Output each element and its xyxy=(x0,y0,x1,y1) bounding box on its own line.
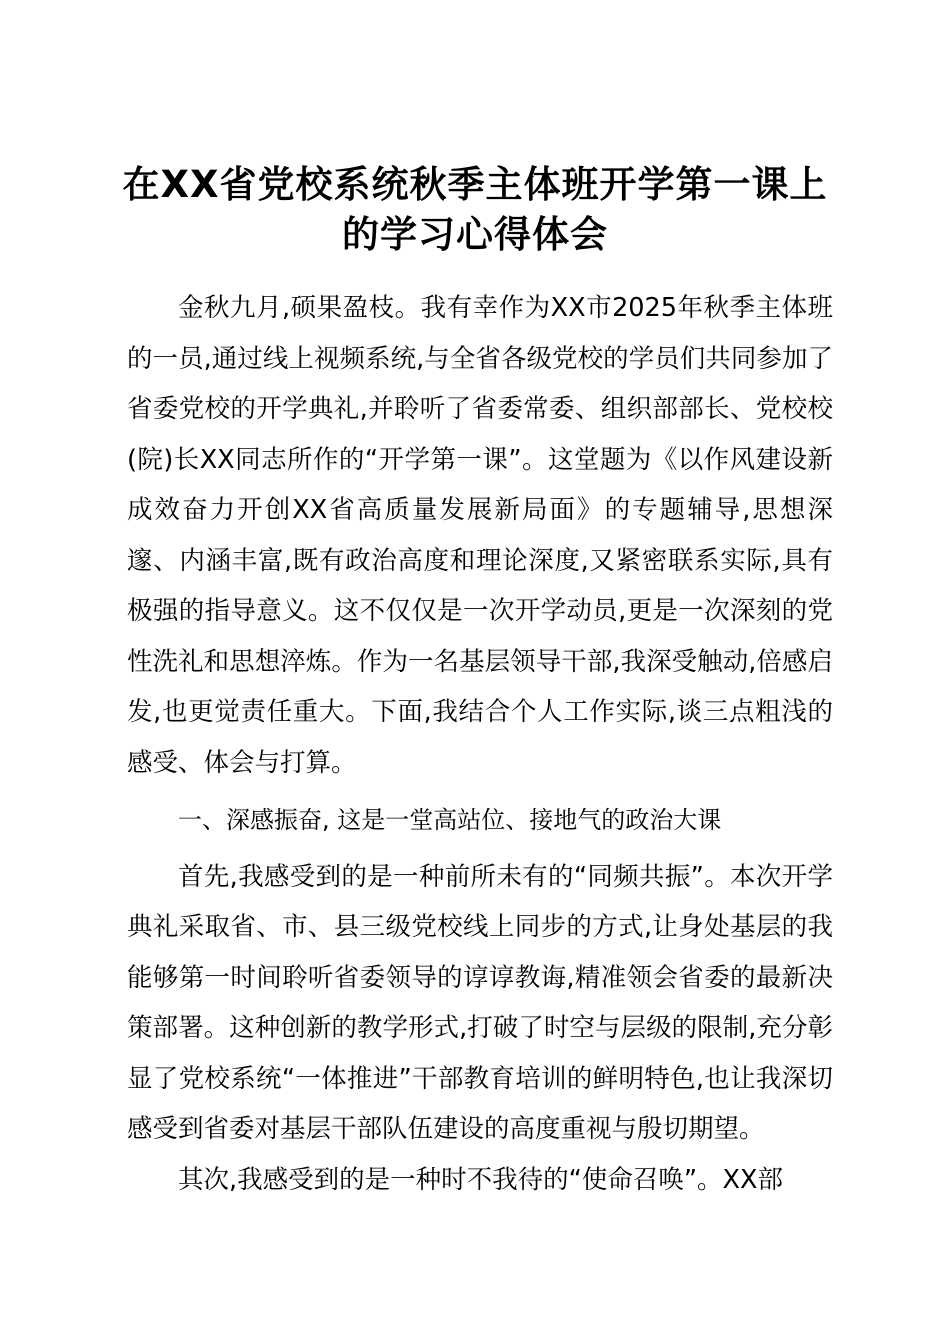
section-1-paragraph-2: 其次,我感受到的是一种时不我待的“使命召唤”。XX部 xyxy=(178,1164,783,1195)
section-heading-1: 一、深感振奋, 这是一堂高站位、接地气的政治大课 xyxy=(178,806,722,834)
document-body xyxy=(127,283,833,1205)
intro-paragraph: 金秋九月,硕果盈枝。我有幸作为XX市2025年秋季主体班的一员,通过线上视频系统,与全省各级党校的学员们共同参加了省委党校的开学典礼,并聆听了省委常委、组织部部长、党校校(院)长XX同志所作的“开学第一课”。这堂题为《以作风建设新成效奋力开创XX省高质量发展新局面》的专题辅导,思想深邃、内涵丰富,既有政治高度和理论深度,又紧密联系实际,具有极强的指导意义。这不仅仅是一次开学动员,更是一次深刻的党性洗礼和思想淬炼。作为一名基层领导干部,我深受触动,倍感启发,也更觉责任重大。下面,我结合个人工作实际,谈三点粗浅的感受、体会与打算。 xyxy=(127,293,833,778)
document-title: 在XX省党校系统秋季主体班开学第一课上的学习心得体会 xyxy=(122,163,828,256)
section-1-paragraph-1: 首先,我感受到的是一种前所未有的“同频共振”。本次开学典礼采取省、市、县三级党校线上同步的方式,让身处基层的我能够第一时间聆听省委领导的谆谆教诲,精准领会省委的最新决策部署。这种创新的教学形式,打破了时空与层级的限制,充分彰显了党校系统“一体推进”干部教育培训的鲜明特色,也让我深切感受到省委对基层干部队伍建设的高度重视与殷切期望。 xyxy=(127,861,833,1144)
